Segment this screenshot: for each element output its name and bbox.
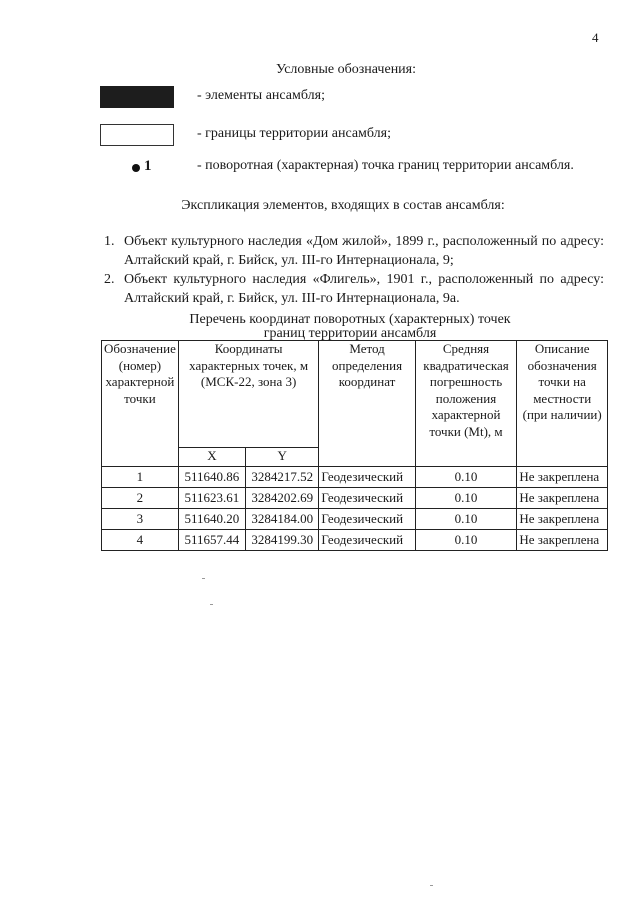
table-row: 3 511640.20 3284184.00 Геодезический 0.10 Не закреплена xyxy=(102,509,608,530)
table-row: 4 511657.44 3284199.30 Геодезический 0.10 Не закреплена xyxy=(102,530,608,551)
point-dot-icon xyxy=(132,164,140,172)
list-item: 2. Объект культурного наследия «Флигель», 1901 г., расположенный по адресу: Алтайский край, г. Бийск, ул. III-го Интернационала, 9а. xyxy=(104,272,604,306)
header-designation: Обозначение (номер) характерной точки xyxy=(102,341,179,467)
header-x: X xyxy=(178,448,245,467)
turning-point-symbol: 1 xyxy=(132,158,152,175)
legend-label: - поворотная (характерная) точка границ территории ансамбля. xyxy=(197,158,574,173)
legend-label: - элементы ансамбля; xyxy=(197,88,325,103)
scan-speck xyxy=(202,578,205,579)
header-description: Описание обозначения точки на местности (при наличии) xyxy=(517,341,608,467)
explication-title: Экспликация элементов, входящих в состав ансамбля: xyxy=(181,198,505,213)
header-error: Средняя квадратическая погрешность положения характерной точки (Mt), м xyxy=(415,341,517,467)
page-number: 4 xyxy=(592,30,599,45)
table-row: 2 511623.61 3284202.69 Геодезический 0.10 Не закреплена xyxy=(102,488,608,509)
header-y: Y xyxy=(245,448,318,467)
scan-speck xyxy=(430,885,433,886)
legend-title: Условные обозначения: xyxy=(275,62,417,77)
table-row: 1 511640.86 3284217.52 Геодезический 0.10 Не закреплена xyxy=(102,467,608,488)
legend-label: - границы территории ансамбля; xyxy=(197,126,391,141)
ensemble-element-swatch xyxy=(100,86,174,108)
header-method: Метод определения координат xyxy=(319,341,415,467)
scan-speck xyxy=(210,604,213,605)
header-coordinates: Координаты характерных точек, м (МСК-22, зона 3) xyxy=(178,341,319,448)
coordinates-table xyxy=(101,340,608,551)
table-title: Перечень координат поворотных (характерных) точек границ территории ансамбля xyxy=(189,312,511,341)
explication-list xyxy=(104,232,604,308)
boundary-swatch xyxy=(100,124,174,146)
list-item: 1. Объект культурного наследия «Дом жилой», 1899 г., расположенный по адресу: Алтайский край, г. Бийск, ул. III-го Интернационала, 9; xyxy=(104,234,604,268)
